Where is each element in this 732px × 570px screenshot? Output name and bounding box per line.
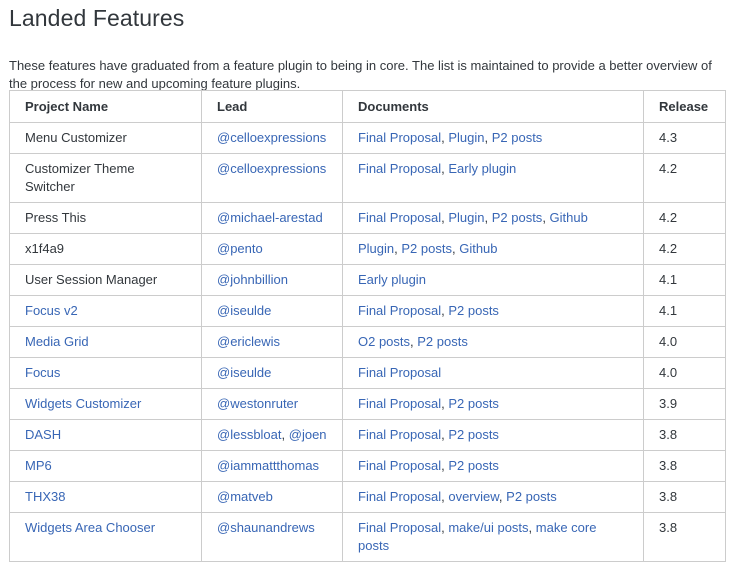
- lead-link[interactable]: @michael-arestad: [217, 210, 323, 225]
- cell-release: 4.3: [644, 123, 726, 154]
- cell-release: 4.2: [644, 154, 726, 203]
- document-link[interactable]: P2 posts: [506, 489, 557, 504]
- document-link[interactable]: Final Proposal: [358, 458, 442, 473]
- table-row: [10, 513, 726, 562]
- landed-features-table: [9, 90, 726, 562]
- cell-project: [10, 327, 202, 358]
- cell-documents: Final Proposal, Plugin, P2 posts: [343, 123, 644, 154]
- document-link[interactable]: Final Proposal: [358, 130, 442, 145]
- cell-project: [10, 482, 202, 513]
- table-row: [10, 482, 726, 513]
- lead-link[interactable]: @celloexpressions: [217, 161, 327, 176]
- cell-release: 4.2: [644, 203, 726, 234]
- table-row: [10, 123, 726, 154]
- column-header-documents: Documents: [343, 91, 644, 123]
- lead-link[interactable]: @shaunandrews: [217, 520, 315, 535]
- cell-lead: [202, 234, 343, 265]
- cell-documents: Final Proposal, P2 posts: [343, 451, 644, 482]
- document-link[interactable]: Github: [459, 241, 498, 256]
- project-link[interactable]: Widgets Customizer: [25, 396, 142, 411]
- table-row: [10, 389, 726, 420]
- table-row: [10, 154, 726, 203]
- cell-release: 3.8: [644, 482, 726, 513]
- cell-documents: Final Proposal, P2 posts: [343, 420, 644, 451]
- intro-text: These features have graduated from a feature plugin to being in core. The list is maintained to provide a better overview of the process for new and upcoming feature plugins.: [9, 58, 712, 91]
- lead-link[interactable]: @johnbillion: [217, 272, 289, 287]
- cell-release: 3.8: [644, 513, 726, 562]
- document-link[interactable]: P2 posts: [448, 427, 499, 442]
- document-link[interactable]: Final Proposal: [358, 520, 442, 535]
- lead-link[interactable]: @ericlewis: [217, 334, 281, 349]
- cell-project: [10, 358, 202, 389]
- cell-lead: @lessbloat, @joen: [202, 420, 343, 451]
- cell-project: [10, 234, 202, 265]
- cell-release: 3.8: [644, 451, 726, 482]
- document-link[interactable]: Final Proposal: [358, 210, 442, 225]
- cell-project: [10, 513, 202, 562]
- document-link[interactable]: P2 posts: [491, 210, 543, 225]
- document-link[interactable]: Final Proposal: [358, 303, 442, 318]
- cell-lead: [202, 265, 343, 296]
- project-link[interactable]: Focus v2: [25, 303, 78, 318]
- project-link[interactable]: DASH: [25, 427, 62, 442]
- cell-documents: Final Proposal, Early plugin: [343, 154, 644, 203]
- cell-project: [10, 203, 202, 234]
- cell-documents: [343, 265, 644, 296]
- table-row: [10, 451, 726, 482]
- document-link[interactable]: Plugin: [448, 130, 485, 145]
- cell-lead: [202, 389, 343, 420]
- document-link[interactable]: Plugin: [448, 210, 485, 225]
- lead-link[interactable]: @iseulde: [217, 303, 272, 318]
- lead-link[interactable]: @celloexpressions: [217, 130, 327, 145]
- table-row: [10, 327, 726, 358]
- project-name: User Session Manager: [25, 272, 158, 287]
- document-link[interactable]: O2 posts: [358, 334, 411, 349]
- lead-link[interactable]: @iammattthomas: [217, 458, 320, 473]
- document-link[interactable]: P2 posts: [417, 334, 468, 349]
- document-link[interactable]: make/ui posts: [448, 520, 529, 535]
- cell-documents: O2 posts, P2 posts: [343, 327, 644, 358]
- table-header-row: [10, 91, 726, 123]
- cell-release: 3.9: [644, 389, 726, 420]
- cell-project: [10, 451, 202, 482]
- document-link[interactable]: Final Proposal: [358, 396, 442, 411]
- document-link[interactable]: Early plugin: [448, 161, 517, 176]
- cell-lead: [202, 203, 343, 234]
- cell-documents: Final Proposal, overview, P2 posts: [343, 482, 644, 513]
- project-name: Customizer Theme Switcher: [25, 161, 135, 194]
- page-title: Landed Features: [9, 5, 185, 31]
- document-link[interactable]: P2 posts: [491, 130, 543, 145]
- project-link[interactable]: Widgets Area Chooser: [25, 520, 156, 535]
- column-header-lead: Lead: [202, 91, 343, 123]
- lead-link[interactable]: @matveb: [217, 489, 273, 504]
- project-link[interactable]: MP6: [25, 458, 52, 473]
- lead-link[interactable]: @lessbloat: [217, 427, 282, 442]
- document-link[interactable]: Final Proposal: [358, 161, 442, 176]
- cell-project: [10, 420, 202, 451]
- cell-documents: Final Proposal, Plugin, P2 posts, Github: [343, 203, 644, 234]
- cell-lead: [202, 327, 343, 358]
- lead-link[interactable]: @iseulde: [217, 365, 272, 380]
- cell-release: 4.2: [644, 234, 726, 265]
- project-name: Menu Customizer: [25, 130, 127, 145]
- cell-lead: [202, 123, 343, 154]
- cell-release: 4.0: [644, 358, 726, 389]
- cell-release: 4.1: [644, 265, 726, 296]
- document-link[interactable]: Plugin: [358, 241, 395, 256]
- table-row: [10, 420, 726, 451]
- document-link[interactable]: overview: [448, 489, 499, 504]
- project-name: Press This: [25, 210, 87, 225]
- cell-documents: Final Proposal, P2 posts: [343, 389, 644, 420]
- project-link[interactable]: THX38: [25, 489, 66, 504]
- cell-lead: [202, 513, 343, 562]
- cell-project: [10, 296, 202, 327]
- lead-link[interactable]: @pento: [217, 241, 263, 256]
- document-link[interactable]: P2 posts: [401, 241, 452, 256]
- cell-project: [10, 265, 202, 296]
- cell-lead: [202, 358, 343, 389]
- table-row: [10, 234, 726, 265]
- document-link[interactable]: P2 posts: [448, 458, 499, 473]
- document-link[interactable]: Github: [549, 210, 588, 225]
- column-header-project: Project Name: [10, 91, 202, 123]
- cell-release: 4.1: [644, 296, 726, 327]
- column-header-release: Release: [644, 91, 726, 123]
- project-link[interactable]: Media Grid: [25, 334, 89, 349]
- document-link[interactable]: P2 posts: [448, 303, 499, 318]
- cell-lead: [202, 451, 343, 482]
- cell-lead: [202, 482, 343, 513]
- cell-lead: [202, 154, 343, 203]
- cell-documents: [343, 358, 644, 389]
- table-row: [10, 296, 726, 327]
- document-link[interactable]: Final Proposal: [358, 489, 442, 504]
- table-row: [10, 358, 726, 389]
- document-link[interactable]: Early plugin: [358, 272, 426, 287]
- cell-documents: Final Proposal, P2 posts: [343, 296, 644, 327]
- cell-documents: Plugin, P2 posts, Github: [343, 234, 644, 265]
- document-link[interactable]: Final Proposal: [358, 365, 442, 380]
- table-row: [10, 203, 726, 234]
- document-link[interactable]: P2 posts: [448, 396, 499, 411]
- cell-release: 3.8: [644, 420, 726, 451]
- document-link[interactable]: make core posts: [358, 520, 597, 553]
- cell-documents: Final Proposal, make/ui posts, make core posts: [343, 513, 644, 562]
- cell-lead: [202, 296, 343, 327]
- project-name: x1f4a9: [25, 241, 65, 256]
- cell-project: [10, 123, 202, 154]
- lead-link[interactable]: @westonruter: [217, 396, 299, 411]
- table-row: [10, 265, 726, 296]
- cell-release: 4.0: [644, 327, 726, 358]
- document-link[interactable]: Final Proposal: [358, 427, 442, 442]
- cell-project: [10, 154, 202, 203]
- cell-project: [10, 389, 202, 420]
- project-link[interactable]: Focus: [25, 365, 61, 380]
- lead-link[interactable]: @joen: [288, 427, 327, 442]
